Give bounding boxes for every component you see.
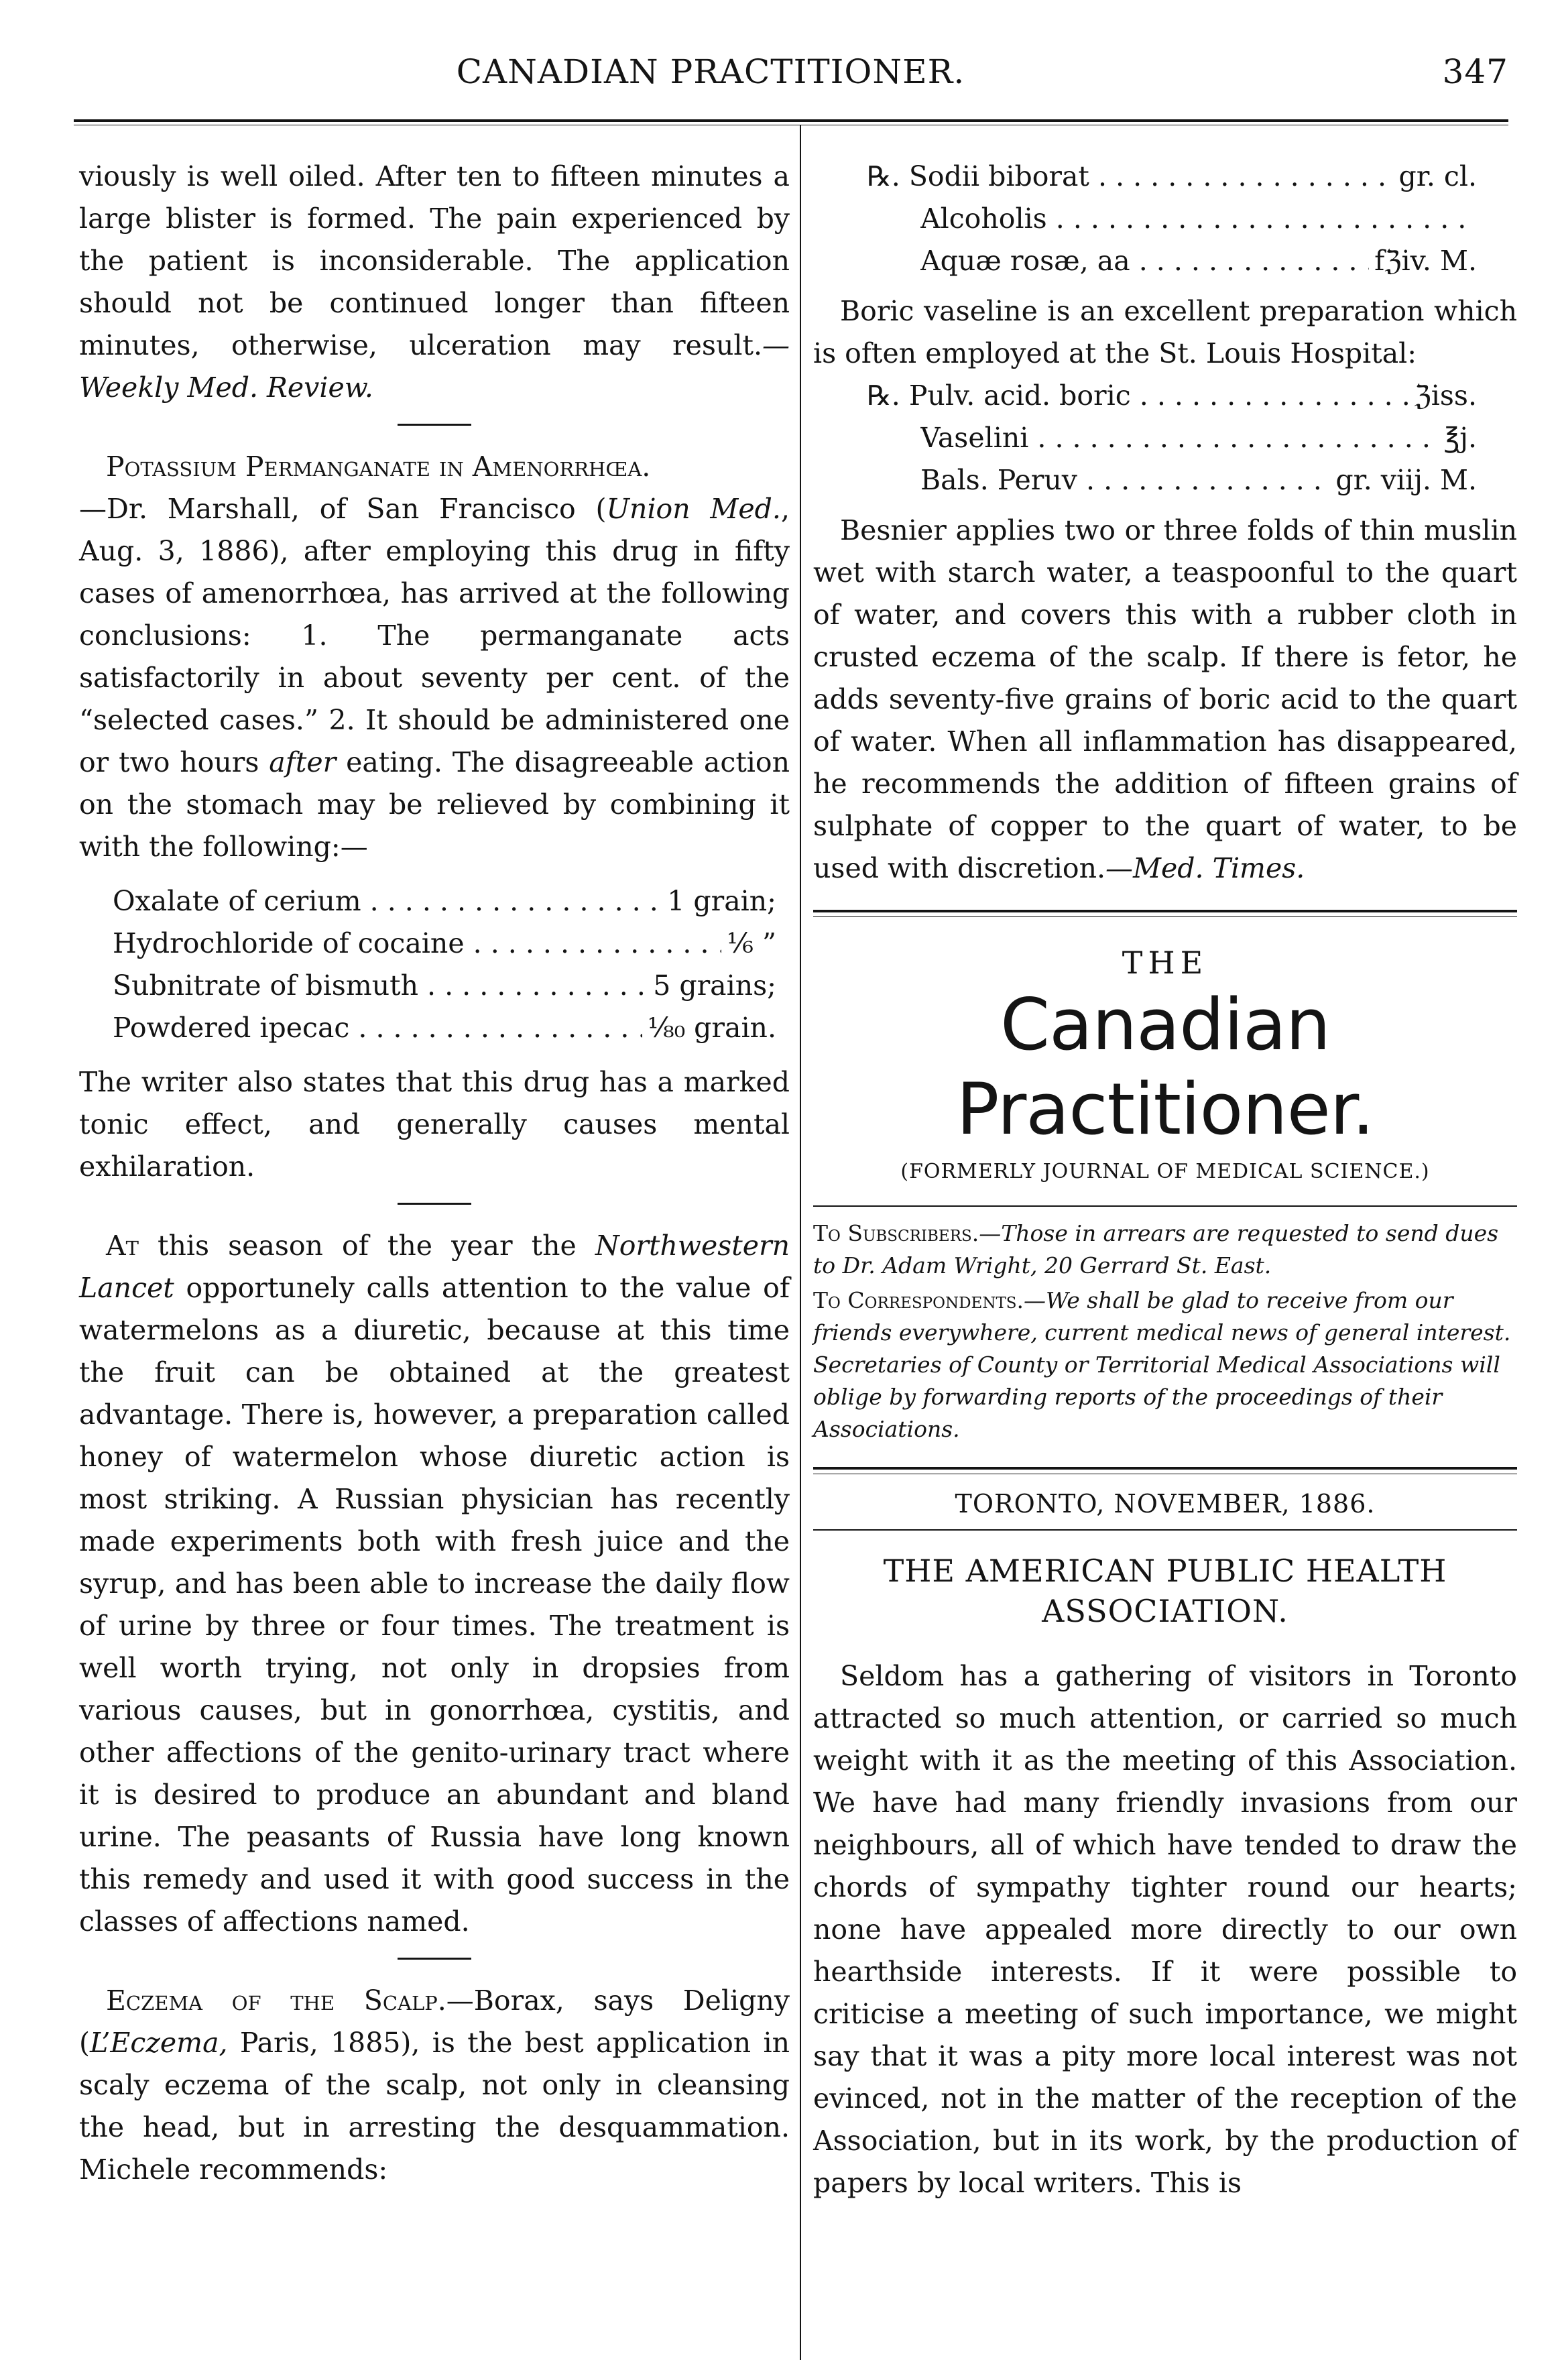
notice-correspondents-lead: To Correspondents. [813, 1287, 1024, 1313]
rx-line [867, 156, 1477, 198]
paragraph-boric-vaseline: Boric vaseline is an excellent preparation which is often employed at the St. Louis Hospital: [813, 295, 1517, 369]
rx-dose: ℥j. [1443, 422, 1477, 454]
rx-line [867, 459, 1477, 501]
paragraph-eczema [79, 1980, 790, 2191]
eczema-heading: Eczema of the Scalp. [106, 1984, 446, 2017]
rx-dose: fℨiv. M. [1374, 245, 1477, 277]
rx-dose: ¹⁄₈₀ grain. [647, 1012, 776, 1044]
masthead-the: THE [1122, 945, 1209, 981]
section-divider [398, 1958, 471, 1960]
paragraph-watermelon [79, 1225, 790, 1943]
source-med-times: —Med. Times. [1105, 852, 1305, 884]
page-number: 347 [1442, 52, 1508, 91]
notice-correspondents-text: —We shall be glad to receive from our friends everywhere, current medical news of general interest. Secretaries of County or Territorial Medical Associations will oblige by forwarding reports of the proceedings of their Associations. [813, 1287, 1511, 1442]
rx-ingredient: Vaselini . . . [920, 417, 1439, 459]
source-union-med: Union Med. [606, 493, 781, 525]
rx-line [867, 198, 1477, 240]
dateline-rule-top [813, 1467, 1517, 1474]
source-weekly-med-review: —Weekly Med. Review. [79, 329, 790, 404]
notice-correspondents [813, 1285, 1517, 1445]
paragraph-blister [79, 156, 790, 409]
header-rule [74, 119, 1508, 122]
potassium-text-1: , Aug. 3, 1886), after employing this drug in fifty cases of amenorrhœa, has arrived at the following conclusions: 1. The permanganate acts satisfactorily in about seventy per cent. of the “selected cases.” 2. It should be administered one or two hours [79, 493, 790, 778]
rx-ingredient: ℞. Pulv. acid. boric . . . [867, 375, 1409, 417]
prescription-table-borax [813, 156, 1517, 282]
dateline: TORONTO, NOVEMBER, 1886. [955, 1489, 1376, 1519]
right-column [813, 156, 1517, 2204]
watermelon-lead: At [106, 1230, 139, 1262]
masthead-rule-top [813, 910, 1517, 917]
section-divider [398, 424, 471, 426]
paragraph-besnier [813, 510, 1517, 890]
rx-dose: ℨiss. [1414, 379, 1477, 412]
rx-ingredient: Oxalate of cerium . . . [113, 880, 662, 923]
rx-line [113, 880, 776, 923]
besnier-text: Besnier applies two or three folds of thin muslin wet with starch water, a teaspoonful to the quart of water, and covers this with a rubber cloth in crusted eczema of the scalp. If there is fetor, he adds seventy-five grains of boric acid to the quart of water. When all inflammation has disappeared, he recommends the addition of fifteen grains of sulphate of copper to the quart of water, to be used with discretion. [813, 514, 1517, 884]
source-eczema: L’Eczema, [90, 2027, 228, 2059]
rx-line [867, 375, 1477, 417]
potassium-text-2: eating. The disagreeable action on the stomach may be relieved by combining it with the following:— [79, 746, 790, 863]
prescription-table-boric [813, 375, 1517, 501]
rx-dose: gr. cl. [1398, 160, 1477, 192]
rx-line [113, 1007, 776, 1049]
rx-dose: 1 grain; [667, 885, 776, 917]
rx-ingredient: Alcoholis . . . [920, 198, 1471, 240]
masthead-rule [813, 1205, 1517, 1207]
notice-subscribers [813, 1217, 1517, 1282]
paragraph-potassium-close: The writer also states that this drug has a marked tonic effect, and generally causes mental exhilaration. [79, 1066, 790, 1183]
rx-ingredient: Powdered ipecac . . . [113, 1007, 642, 1049]
left-column [79, 156, 790, 2191]
watermelon-text-2: opportunely calls attention to the value of watermelons as a diuretic, because at this time the fruit can be obtained at the greatest advantage. There is, however, a preparation called honey of watermelon whose diuretic action is most striking. A Russian physician has recently made experiments both with fresh juice and the syrup, and has been able to increase the daily flow of urine by three or four times. The treatment is well worth trying, not only in dropsies from various causes, but in gonorrhœa, cystitis, and other affections of the genito-urinary tract where it is desired to produce an abundant and bland urine. The peasants of Russia have long known this remedy and used it with good success in the classes of affections named. [79, 1272, 790, 1938]
rx-ingredient: Bals. Peruv . . . [920, 459, 1330, 501]
rx-dose: gr. viij. M. [1335, 464, 1477, 496]
potassium-emphasis-after: after [269, 746, 337, 778]
rx-dose: 5 grains; [653, 969, 776, 1002]
rx-ingredient: Aquæ rosæ, aa . . . [920, 240, 1369, 282]
section-divider [398, 1203, 471, 1205]
paragraph-article: Seldom has a gathering of visitors in Toronto attracted so much attention, or carried so much weight with it as the meeting of this Association. We have had many friendly invasions from our neighbours, all of which have tended to draw the chords of sympathy tighter round our hearts; none have appealed more directly to our own hearthside interests. If it were possible to criticise a meeting of such importance, we might say that it was a pity more local interest was not evinced, not in the matter of the reception of the Association, but in its work, by the production of papers by local writers. This is [813, 1660, 1517, 2199]
notice-subscribers-text: —Those in arrears are requested to send dues to Dr. Adam Wright, 20 Gerrard St. East. [813, 1220, 1499, 1278]
notice-subscribers-lead: To Subscribers. [813, 1220, 979, 1246]
rx-dose [1471, 198, 1477, 240]
eczema-text-2: Paris, 1885), is the best application in scaly eczema of the scalp, not only in cleansing the head, but in arresting the desquammation. Michele recommends: [79, 2027, 790, 2186]
column-divider [800, 125, 801, 2360]
rx-ingredient: Hydrochloride of cocaine . . . [113, 923, 721, 965]
section-potassium-heading [79, 446, 790, 488]
page-header [74, 44, 1508, 98]
prescription-table-potassium [79, 880, 790, 1049]
dateline-rule-bottom [813, 1529, 1517, 1531]
paragraph-potassium [79, 488, 790, 868]
rx-dose: ⅙ ” [727, 927, 776, 959]
running-title: CANADIAN PRACTITIONER. [456, 52, 965, 91]
rx-line [867, 417, 1477, 459]
rx-line [867, 240, 1477, 282]
rx-line [113, 923, 776, 965]
rx-ingredient: ℞. Sodii biborat . . . [867, 156, 1393, 198]
journal-northwestern-lancet: Northwestern Lancet [79, 1230, 790, 1304]
masthead-subtitle: (FORMERLY JOURNAL OF MEDICAL SCIENCE.) [900, 1160, 1430, 1183]
rx-line [113, 965, 776, 1007]
masthead-title: Canadian Practitioner. [956, 984, 1374, 1150]
potassium-heading: Potassium Permanganate in Amenorrhœa. [106, 451, 651, 483]
potassium-intro: —Dr. Marshall, of San Francisco ( [79, 493, 607, 525]
paragraph-blister-text: viously is well oiled. After ten to fifteen minutes a large blister is formed. The pain experienced by the patient is inconsiderable. The application should not be continued longer than fifteen minutes, otherwise, ulceration may result. [79, 160, 790, 361]
article-title: THE AMERICAN PUBLIC HEALTH ASSOCIATION. [883, 1553, 1447, 1629]
watermelon-text-1: this season of the year the [138, 1230, 595, 1262]
eczema-text-1: —Borax, says Deligny ( [79, 1984, 790, 2059]
rx-ingredient: Subnitrate of bismuth . . . [113, 965, 648, 1007]
